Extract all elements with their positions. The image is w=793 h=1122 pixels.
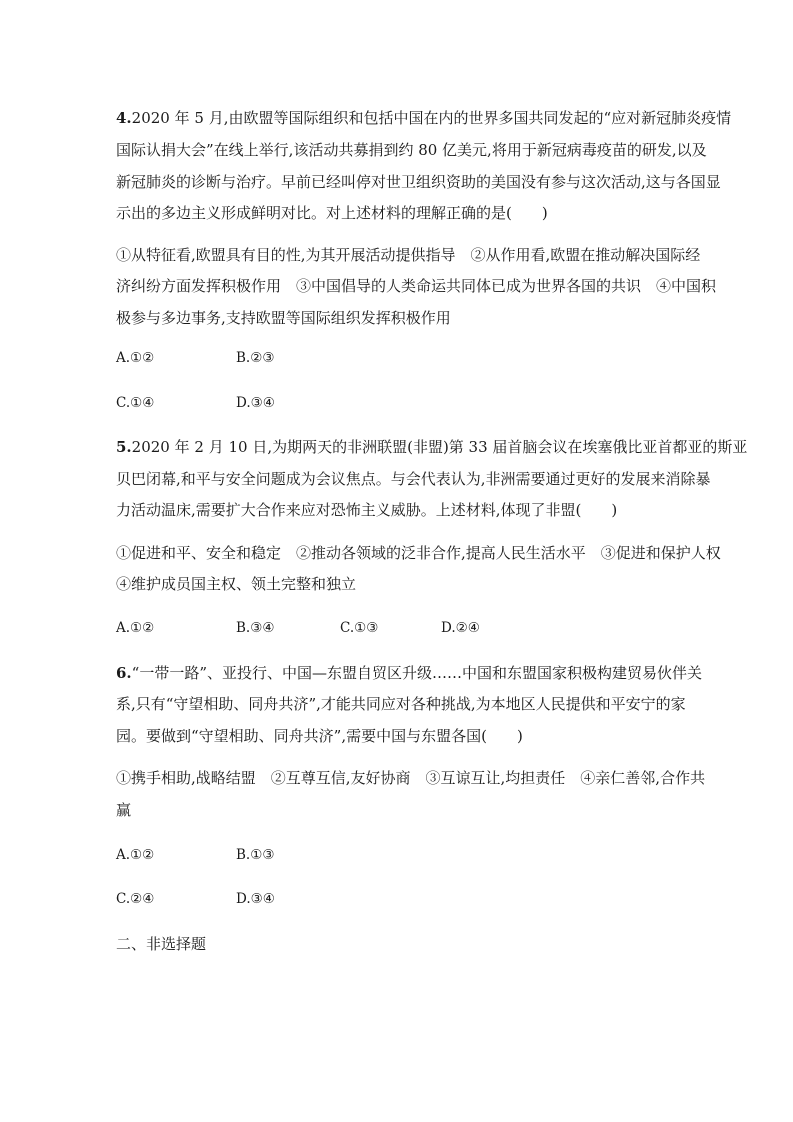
q5-number: 5. [116, 438, 132, 456]
q5-stem-line-3: 力活动温床,需要扩大合作来应对恐怖主义威胁。上述材料,体现了非盟( ) [116, 501, 618, 519]
q5-option-a[interactable]: A.①② [116, 620, 155, 636]
q5-statement-line-1: ①促进和平、安全和稳定 ②推动各领域的泛非合作,提高人民生活水平 ③促进和保护人权 [116, 544, 721, 562]
q4-option-a[interactable]: A.①② [116, 350, 155, 366]
section-2-heading: 二、非选择题 [116, 935, 207, 953]
q6-statement-line-2: 赢 [116, 801, 132, 819]
q6-option-b[interactable]: B.①③ [236, 847, 275, 863]
q4-statement-line-2: 济纠纷方面发挥积极作用 ③中国倡导的人类命运共同体已成为世界各国的共识 ④中国积 [116, 277, 717, 295]
q6-stem-line-1: 6.“一带一路”、亚投行、中国—东盟自贸区升级……中国和东盟国家积极构建贸易伙伴关 [116, 664, 703, 682]
q4-statement-line-3: 极参与多边事务,支持欧盟等国际组织发挥积极作用 [116, 309, 451, 327]
q4-number: 4. [116, 109, 132, 127]
q4-stem-line-1: 4.2020 年 5 月,由欧盟等国际组织和包括中国在内的世界多国共同发起的“应对新冠肺炎疫情 [116, 109, 732, 127]
q6-option-c[interactable]: C.②④ [116, 891, 155, 907]
q6-number: 6. [116, 664, 132, 682]
q4-option-c[interactable]: C.①④ [116, 395, 155, 411]
q5-stem-line-1: 5.2020 年 2 月 10 日,为期两天的非洲联盟(非盟)第 33 届首脑会议在埃塞俄比亚首都亚的斯亚 [116, 438, 748, 456]
q4-stem-line-3: 新冠肺炎的诊断与治疗。早前已经叫停对世卫组织资助的美国没有参与这次活动,这与各国显 [116, 173, 721, 191]
q5-statement-line-2: ④维护成员国主权、领土完整和独立 [116, 575, 357, 593]
q6-stem-line-3: 园。要做到“守望相助、同舟共济”,需要中国与东盟各国( ) [116, 727, 523, 745]
q6-option-a[interactable]: A.①② [116, 847, 155, 863]
q5-option-c[interactable]: C.①③ [340, 620, 379, 636]
q4-statement-line-1: ①从特征看,欧盟具有目的性,为其开展活动提供指导 ②从作用看,欧盟在推动解决国际经 [116, 246, 701, 264]
q5-stem-line-2: 贝巴闭幕,和平与安全问题成为会议焦点。与会代表认为,非洲需要通过更好的发展来消除暴 [116, 470, 711, 488]
q4-option-b[interactable]: B.②③ [236, 350, 275, 366]
q5-option-d[interactable]: D.②④ [441, 620, 480, 636]
q6-option-d[interactable]: D.③④ [236, 891, 275, 907]
q4-stem-line-4: 示出的多边主义形成鲜明对比。对上述材料的理解正确的是( ) [116, 204, 548, 222]
q6-statement-line-1: ①携手相助,战略结盟 ②互尊互信,友好协商 ③互谅互让,均担责任 ④亲仁善邻,合作共 [116, 769, 706, 787]
q4-option-d[interactable]: D.③④ [236, 395, 275, 411]
q6-stem-line-2: 系,只有“守望相助、同舟共济”,才能共同应对各种挑战,为本地区人民提供和平安宁的家 [116, 695, 686, 713]
q4-stem-line-2: 国际认捐大会”在线上举行,该活动共募捐到约 80 亿美元,将用于新冠病毒疫苗的研发,以及 [116, 141, 707, 159]
q5-option-b[interactable]: B.③④ [236, 620, 275, 636]
